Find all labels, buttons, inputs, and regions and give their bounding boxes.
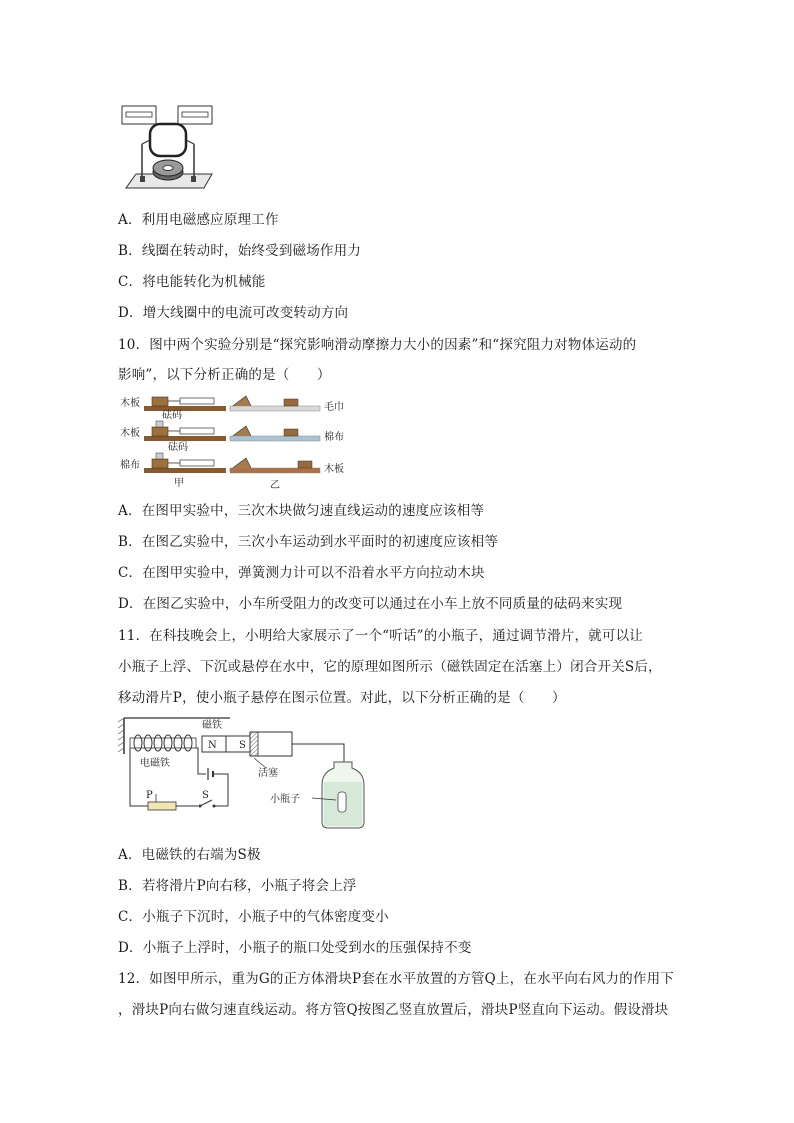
q11-option-c: C．小瓶子下沉时，小瓶子中的气体密度变小 bbox=[118, 909, 389, 925]
yi-surface-label: 棉布 bbox=[324, 432, 344, 443]
q10-stem: 10．图中两个实验分别是“探究影响滑动摩擦力大小的因素”和“探究阻力对物体运动的 bbox=[118, 337, 637, 353]
jia-surface-label: 木板 bbox=[120, 428, 140, 439]
q11-stem: 小瓶子上浮、下沉或悬停在水中，它的原理如图所示（磁铁固定在活塞上）闭合开关S后， bbox=[118, 659, 662, 675]
option-d: D．增大线圈中的电流可改变转动方向 bbox=[118, 305, 349, 321]
magnet-label: 磁铁 bbox=[202, 720, 222, 731]
option-a: A．利用电磁感应原理工作 bbox=[118, 212, 279, 228]
electromagnet-label: 电磁铁 bbox=[140, 758, 170, 769]
q12-stem: 12．如图甲所示，重为G的正方体滑块P套在水平放置的方管Q上，在水平向右风力的作用下 bbox=[118, 971, 675, 987]
q10-option-a: A．在图甲实验中，三次木块做匀速直线运动的速度应该相等 bbox=[118, 503, 485, 519]
caption-yi: 乙 bbox=[270, 480, 280, 491]
option-c: C．将电能转化为机械能 bbox=[118, 274, 266, 290]
motor-figure bbox=[118, 100, 218, 192]
slider-label: P bbox=[146, 790, 153, 801]
north-pole: N bbox=[208, 740, 217, 751]
jia-surface-label: 棉布 bbox=[120, 460, 140, 471]
caption-jia: 甲 bbox=[174, 478, 184, 489]
option-b: B．线圈在转动时，始终受到磁场作用力 bbox=[118, 243, 362, 259]
q10-option-c: C．在图甲实验中，弹簧测力计可以不沿着水平方向拉动木块 bbox=[118, 565, 485, 581]
q12-stem: ，滑块P向右做匀速直线运动。将方管Q按图乙竖直放置后，滑块P竖直向下运动。假设滑块 bbox=[118, 1002, 669, 1018]
q11-option-d: D．小瓶子上浮时，小瓶子的瓶口处受到水的压强保持不变 bbox=[118, 940, 472, 956]
q11-stem: 移动滑片P，使小瓶子悬停在图示位置。对此，以下分析正确的是（ ） bbox=[118, 690, 566, 706]
q10-stem: 影响”，以下分析正确的是（ ） bbox=[118, 367, 331, 383]
friction-experiment-figure bbox=[118, 390, 378, 492]
weight-label: 砝码 bbox=[162, 410, 182, 421]
piston-label: 活塞 bbox=[258, 768, 278, 779]
south-pole: S bbox=[239, 740, 246, 751]
weight-label: 砝码 bbox=[168, 442, 188, 453]
bottle-label: 小瓶子 bbox=[270, 794, 300, 805]
q11-stem: 11．在科技晚会上，小明给大家展示了一个“听话”的小瓶子，通过调节滑片，就可以让 bbox=[118, 628, 643, 644]
jia-surface-label: 木板 bbox=[120, 398, 140, 409]
q10-option-b: B．在图乙实验中，三次小车运动到水平面时的初速度应该相等 bbox=[118, 534, 499, 550]
q11-option-b: B．若将滑片P向右移，小瓶子将会上浮 bbox=[118, 878, 357, 894]
q10-option-d: D．在图乙实验中，小车所受阻力的改变可以通过在小车上放不同质量的砝码来实现 bbox=[118, 596, 623, 612]
q11-option-a: A．电磁铁的右端为S极 bbox=[118, 847, 261, 863]
yi-surface-label: 木板 bbox=[324, 464, 344, 475]
yi-surface-label: 毛巾 bbox=[324, 402, 344, 413]
electromagnet-bottle-figure bbox=[118, 714, 368, 830]
switch-label: S bbox=[202, 790, 209, 801]
